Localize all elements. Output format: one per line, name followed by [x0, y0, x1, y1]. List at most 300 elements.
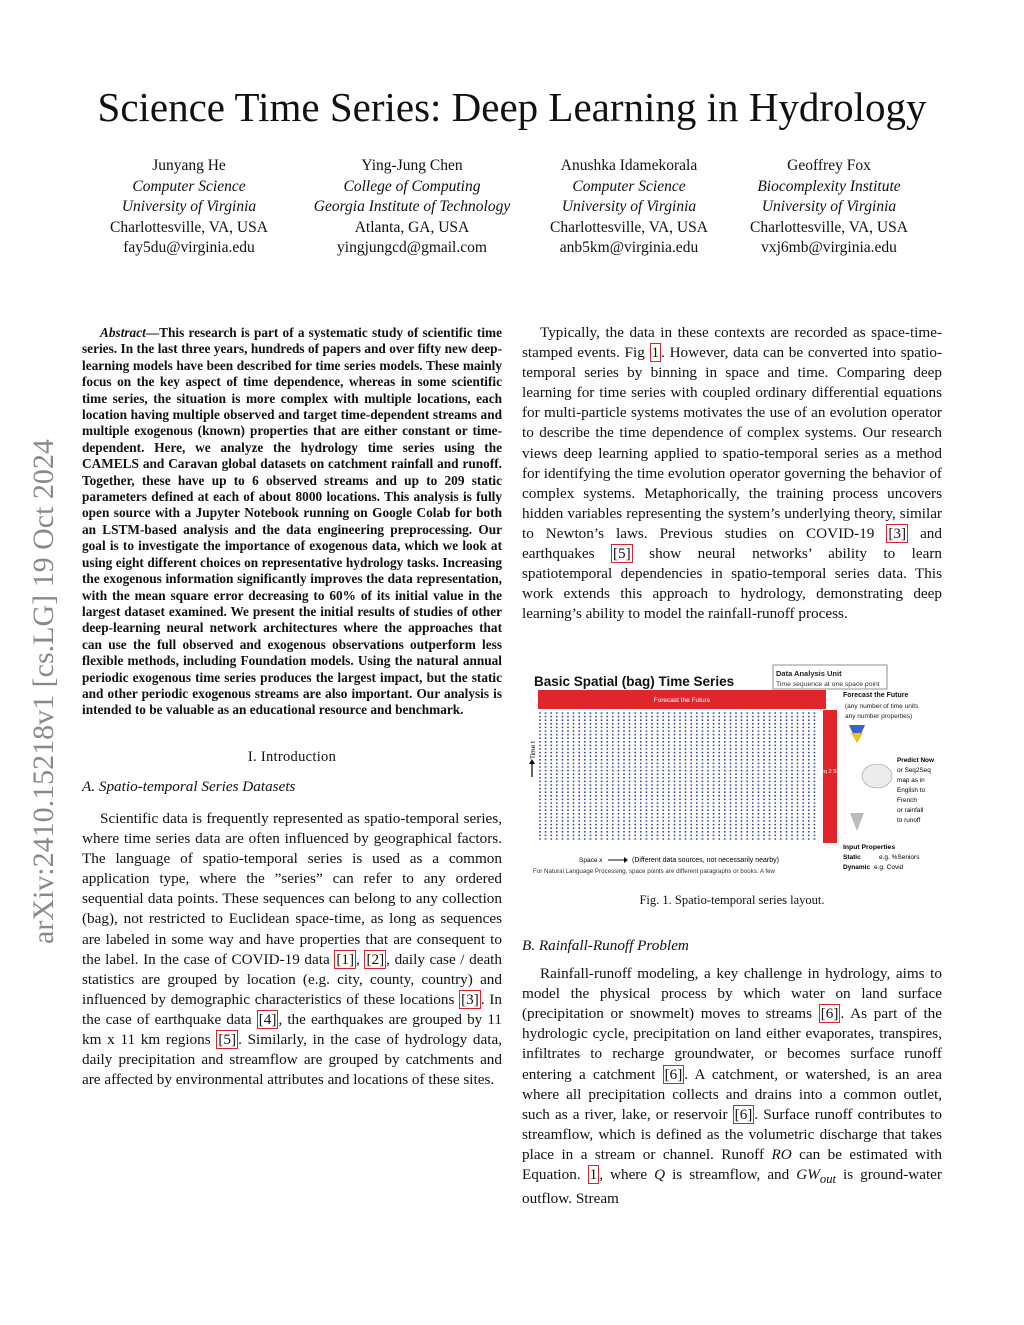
citation-link[interactable]: [3]	[461, 990, 479, 1008]
grid-dot	[707, 773, 709, 775]
grid-dot	[696, 745, 698, 747]
grid-dot	[662, 748, 664, 750]
grid-dot	[634, 741, 636, 743]
grid-dot	[623, 770, 625, 772]
grid-dot	[595, 795, 597, 797]
grid-dot	[791, 755, 793, 757]
grid-dot	[674, 755, 676, 757]
grid-dot	[763, 795, 765, 797]
paragraph	[522, 323, 942, 624]
grid-dot	[629, 712, 631, 714]
grid-dot	[545, 745, 547, 747]
grid-dot	[573, 777, 575, 779]
grid-dot	[590, 730, 592, 732]
grid-dot	[702, 766, 704, 768]
grid-dot	[707, 734, 709, 736]
grid-dot	[679, 773, 681, 775]
grid-dot	[724, 741, 726, 743]
citation-link[interactable]: [4]	[258, 1010, 277, 1028]
grid-dot	[556, 766, 558, 768]
author-location: Charlottesville, VA, USA	[550, 218, 708, 236]
grid-dot	[763, 827, 765, 829]
grid-dot	[763, 752, 765, 754]
grid-dot	[674, 763, 676, 765]
grid-dot	[763, 817, 765, 819]
grid-dot	[685, 719, 687, 721]
grid-dot	[808, 838, 810, 840]
citation-link[interactable]: [2]	[366, 950, 385, 968]
grid-dot	[780, 791, 782, 793]
grid-dot	[584, 791, 586, 793]
grid-dot	[618, 802, 620, 804]
grid-dot	[769, 806, 771, 808]
grid-dot	[724, 784, 726, 786]
grid-dot	[657, 759, 659, 761]
grid-dot	[668, 723, 670, 725]
grid-dot	[791, 741, 793, 743]
grid-dot	[623, 727, 625, 729]
grid-dot	[612, 745, 614, 747]
grid-dot	[713, 727, 715, 729]
grid-dot	[724, 781, 726, 783]
citation-link[interactable]: [6]	[734, 1105, 753, 1123]
citation-link[interactable]: [6]	[664, 1065, 683, 1083]
grid-dot	[786, 799, 788, 801]
grid-dot	[550, 759, 552, 761]
grid-dot	[802, 835, 804, 837]
grid-dot	[758, 835, 760, 837]
author-name: Ying-Jung Chen	[361, 157, 463, 174]
grid-dot	[786, 817, 788, 819]
grid-dot	[618, 730, 620, 732]
grid-dot	[674, 719, 676, 721]
space-note: (Different data sources, not necessarily nearby)	[632, 857, 779, 864]
grid-dot	[539, 824, 541, 826]
grid-dot	[562, 745, 564, 747]
grid-dot	[612, 781, 614, 783]
funnel-bottom-icon	[850, 813, 864, 831]
grid-dot	[646, 741, 648, 743]
grid-dot	[590, 799, 592, 801]
grid-dot	[758, 766, 760, 768]
citation-link[interactable]: [5]	[218, 1030, 237, 1048]
grid-dot	[590, 827, 592, 829]
grid-dot	[545, 770, 547, 772]
grid-dot	[539, 741, 541, 743]
grid-dot	[640, 781, 642, 783]
grid-dot	[774, 788, 776, 790]
grid-dot	[685, 820, 687, 822]
grid-dot	[724, 777, 726, 779]
grid-dot	[808, 824, 810, 826]
grid-dot	[539, 730, 541, 732]
grid-dot	[573, 734, 575, 736]
grid-dot	[774, 784, 776, 786]
text-span: Rainfall-runoff modeling, a key challenge in hydrology, aims to model the physical process by which water on land surface (precipitation or snowmelt) moves to streams	[522, 965, 942, 1023]
grid-dot	[657, 748, 659, 750]
grid-dot	[707, 719, 709, 721]
grid-dot	[601, 766, 603, 768]
grid-dot	[791, 802, 793, 804]
grid-dot	[590, 781, 592, 783]
grid-dot	[578, 716, 580, 718]
grid-dot	[780, 827, 782, 829]
grid-dot	[774, 799, 776, 801]
grid-dot	[746, 727, 748, 729]
grid-dot	[578, 737, 580, 739]
grid-dot	[657, 802, 659, 804]
grid-dot	[601, 723, 603, 725]
grid-dot	[735, 727, 737, 729]
grid-dot	[573, 813, 575, 815]
grid-dot	[550, 827, 552, 829]
grid-dot	[774, 820, 776, 822]
grid-dot	[556, 835, 558, 837]
grid-dot	[562, 831, 564, 833]
grid-dot	[651, 813, 653, 815]
grid-dot	[758, 712, 760, 714]
grid-dot	[758, 723, 760, 725]
grid-dot	[573, 799, 575, 801]
grid-dot	[550, 813, 552, 815]
grid-dot	[584, 813, 586, 815]
grid-dot	[690, 784, 692, 786]
grid-dot	[668, 716, 670, 718]
grid-dot	[718, 795, 720, 797]
text-span: , the earthquakes are grouped by 11 km x 11 km regions	[82, 1010, 502, 1048]
grid-dot	[651, 777, 653, 779]
grid-dot	[763, 755, 765, 757]
grid-dot	[713, 788, 715, 790]
static-example: e.g. %Seniors	[879, 854, 920, 861]
grid-dot	[612, 791, 614, 793]
grid-dot	[707, 748, 709, 750]
grid-dot	[601, 730, 603, 732]
grid-dot	[618, 838, 620, 840]
grid-dot	[685, 827, 687, 829]
grid-dot	[539, 806, 541, 808]
grid-dot	[590, 766, 592, 768]
grid-dot	[606, 813, 608, 815]
grid-dot	[786, 770, 788, 772]
grid-dot	[791, 777, 793, 779]
grid-dot	[584, 712, 586, 714]
grid-dot	[702, 788, 704, 790]
grid-dot	[623, 763, 625, 765]
grid-dot	[696, 831, 698, 833]
grid-dot	[702, 813, 704, 815]
grid-dot	[562, 777, 564, 779]
grid-dot	[746, 788, 748, 790]
grid-dot	[746, 820, 748, 822]
citation-link[interactable]: [6]	[820, 1005, 839, 1023]
grid-dot	[730, 763, 732, 765]
grid-dot	[797, 737, 799, 739]
grid-dot	[640, 827, 642, 829]
grid-dot	[567, 838, 569, 840]
grid-dot	[752, 788, 754, 790]
grid-dot	[758, 777, 760, 779]
grid-dot	[696, 752, 698, 754]
grid-dot	[545, 723, 547, 725]
citation-link[interactable]: [1]	[336, 950, 355, 968]
grid-dot	[539, 759, 541, 761]
grid-dot	[623, 824, 625, 826]
grid-dot	[646, 777, 648, 779]
grid-dot	[774, 824, 776, 826]
grid-dot	[651, 827, 653, 829]
grid-dot	[752, 784, 754, 786]
grid-dot	[640, 752, 642, 754]
grid-dot	[679, 817, 681, 819]
grid-dot	[690, 831, 692, 833]
grid-dot	[640, 802, 642, 804]
grid-dot	[578, 827, 580, 829]
grid-dot	[623, 835, 625, 837]
grid-dot	[730, 719, 732, 721]
grid-dot	[601, 835, 603, 837]
grid-dot	[578, 766, 580, 768]
grid-dot	[573, 745, 575, 747]
grid-dot	[646, 773, 648, 775]
grid-dot	[797, 802, 799, 804]
citation-link[interactable]: [3]	[888, 524, 907, 542]
grid-dot	[808, 727, 810, 729]
nlp-note: For Natural Language Processing, space points are different paragraphs or books. A few	[533, 868, 776, 875]
grid-dot	[545, 802, 547, 804]
grid-dot	[668, 752, 670, 754]
grid-dot	[634, 831, 636, 833]
grid-dot	[730, 781, 732, 783]
grid-dot	[539, 799, 541, 801]
grid-dot	[724, 755, 726, 757]
equation-link[interactable]: 1	[589, 1166, 598, 1184]
forecast-sub: (any number of time units	[845, 703, 919, 710]
text-span: , where	[599, 1166, 655, 1184]
grid-dot	[690, 737, 692, 739]
grid-dot	[651, 766, 653, 768]
grid-dot	[786, 755, 788, 757]
grid-dot	[674, 809, 676, 811]
grid-dot	[702, 737, 704, 739]
grid-dot	[651, 831, 653, 833]
grid-dot	[629, 741, 631, 743]
grid-dot	[758, 802, 760, 804]
grid-dot	[668, 719, 670, 721]
grid-dot	[707, 817, 709, 819]
grid-dot	[690, 752, 692, 754]
figure-link[interactable]: 1	[651, 344, 660, 362]
grid-dot	[629, 730, 631, 732]
grid-dot	[567, 791, 569, 793]
grid-dot	[550, 763, 552, 765]
grid-dot	[808, 719, 810, 721]
grid-dot	[685, 770, 687, 772]
grid-dot	[707, 795, 709, 797]
math-symbol: GW	[796, 1166, 820, 1184]
grid-dot	[769, 831, 771, 833]
grid-dot	[690, 813, 692, 815]
grid-dot	[741, 752, 743, 754]
subsection-heading: A. Spatio-temporal Series Datasets	[82, 777, 296, 795]
grid-dot	[758, 741, 760, 743]
grid-dot	[646, 716, 648, 718]
grid-dot	[741, 817, 743, 819]
grid-dot	[690, 716, 692, 718]
grid-dot	[808, 712, 810, 714]
grid-dot	[808, 809, 810, 811]
citation-link[interactable]: [5]	[612, 545, 631, 563]
grid-dot	[724, 712, 726, 714]
grid-dot	[802, 766, 804, 768]
grid-dot	[730, 820, 732, 822]
grid-dot	[539, 727, 541, 729]
grid-dot	[606, 824, 608, 826]
grid-dot	[730, 770, 732, 772]
grid-dot	[707, 791, 709, 793]
grid-dot	[791, 791, 793, 793]
grid-dot	[584, 806, 586, 808]
grid-dot	[797, 766, 799, 768]
grid-dot	[573, 835, 575, 837]
grid-dot	[601, 770, 603, 772]
grid-dot	[752, 712, 754, 714]
grid-dot	[763, 770, 765, 772]
grid-dot	[567, 727, 569, 729]
grid-dot	[662, 773, 664, 775]
grid-dot	[562, 737, 564, 739]
grid-dot	[646, 799, 648, 801]
grid-dot	[618, 748, 620, 750]
grid-dot	[679, 802, 681, 804]
grid-dot	[562, 788, 564, 790]
grid-dot	[690, 766, 692, 768]
figure-graphic	[528, 663, 942, 878]
grid-dot	[718, 752, 720, 754]
grid-dot	[629, 748, 631, 750]
grid-dot	[662, 820, 664, 822]
grid-dot	[556, 817, 558, 819]
grid-dot	[623, 799, 625, 801]
grid-dot	[629, 773, 631, 775]
grid-dot	[578, 719, 580, 721]
grid-dot	[724, 838, 726, 840]
grid-dot	[578, 795, 580, 797]
grid-dot	[679, 831, 681, 833]
grid-dot	[702, 752, 704, 754]
grid-dot	[718, 741, 720, 743]
grid-dot	[741, 777, 743, 779]
grid-dot	[724, 813, 726, 815]
grid-dot	[696, 827, 698, 829]
grid-dot	[730, 766, 732, 768]
grid-dot	[746, 741, 748, 743]
grid-dot	[702, 824, 704, 826]
grid-dot	[730, 799, 732, 801]
grid-dot	[741, 759, 743, 761]
grid-dot	[595, 802, 597, 804]
grid-dot	[679, 835, 681, 837]
grid-dot	[634, 784, 636, 786]
grid-dot	[713, 730, 715, 732]
grid-dot	[797, 773, 799, 775]
grid-dot	[578, 831, 580, 833]
grid-dot	[741, 723, 743, 725]
grid-dot	[584, 716, 586, 718]
grid-dot	[763, 813, 765, 815]
grid-dot	[707, 824, 709, 826]
grid-dot	[674, 838, 676, 840]
grid-dot	[562, 817, 564, 819]
grid-dot	[657, 745, 659, 747]
grid-dot	[567, 795, 569, 797]
grid-dot	[595, 752, 597, 754]
grid-dot	[668, 788, 670, 790]
grid-dot	[713, 719, 715, 721]
grid-dot	[802, 712, 804, 714]
grid-dot	[791, 824, 793, 826]
grid-dot	[752, 766, 754, 768]
grid-dot	[640, 759, 642, 761]
grid-dot	[623, 712, 625, 714]
grid-dot	[741, 781, 743, 783]
grid-dot	[797, 824, 799, 826]
grid-dot	[802, 777, 804, 779]
grid-dot	[802, 755, 804, 757]
grid-dot	[662, 817, 664, 819]
grid-dot	[786, 745, 788, 747]
grid-dot	[786, 741, 788, 743]
grid-dot	[696, 820, 698, 822]
grid-dot	[774, 795, 776, 797]
grid-dot	[562, 806, 564, 808]
grid-dot	[797, 770, 799, 772]
grid-dot	[584, 820, 586, 822]
grid-dot	[735, 770, 737, 772]
grid-dot	[746, 806, 748, 808]
grid-dot	[578, 745, 580, 747]
grid-dot	[623, 766, 625, 768]
grid-dot	[780, 824, 782, 826]
grid-dot	[618, 835, 620, 837]
grid-dot	[618, 788, 620, 790]
grid-dot	[562, 752, 564, 754]
grid-dot	[802, 759, 804, 761]
grid-dot	[746, 795, 748, 797]
grid-dot	[718, 838, 720, 840]
grid-dot	[791, 752, 793, 754]
grid-dot	[623, 752, 625, 754]
grid-dot	[786, 723, 788, 725]
grid-dot	[814, 741, 816, 743]
grid-dot	[679, 806, 681, 808]
grid-dot	[618, 827, 620, 829]
grid-dot	[674, 741, 676, 743]
grid-dot	[634, 737, 636, 739]
grid-dot	[713, 777, 715, 779]
grid-dot	[674, 773, 676, 775]
grid-dot	[730, 809, 732, 811]
grid-dot	[595, 719, 597, 721]
funnel-inner-icon	[851, 733, 863, 743]
grid-dot	[690, 730, 692, 732]
grid-dot	[634, 766, 636, 768]
grid-dot	[802, 745, 804, 747]
grid-dot	[634, 777, 636, 779]
grid-dot	[595, 777, 597, 779]
grid-dot	[629, 799, 631, 801]
grid-dot	[814, 817, 816, 819]
